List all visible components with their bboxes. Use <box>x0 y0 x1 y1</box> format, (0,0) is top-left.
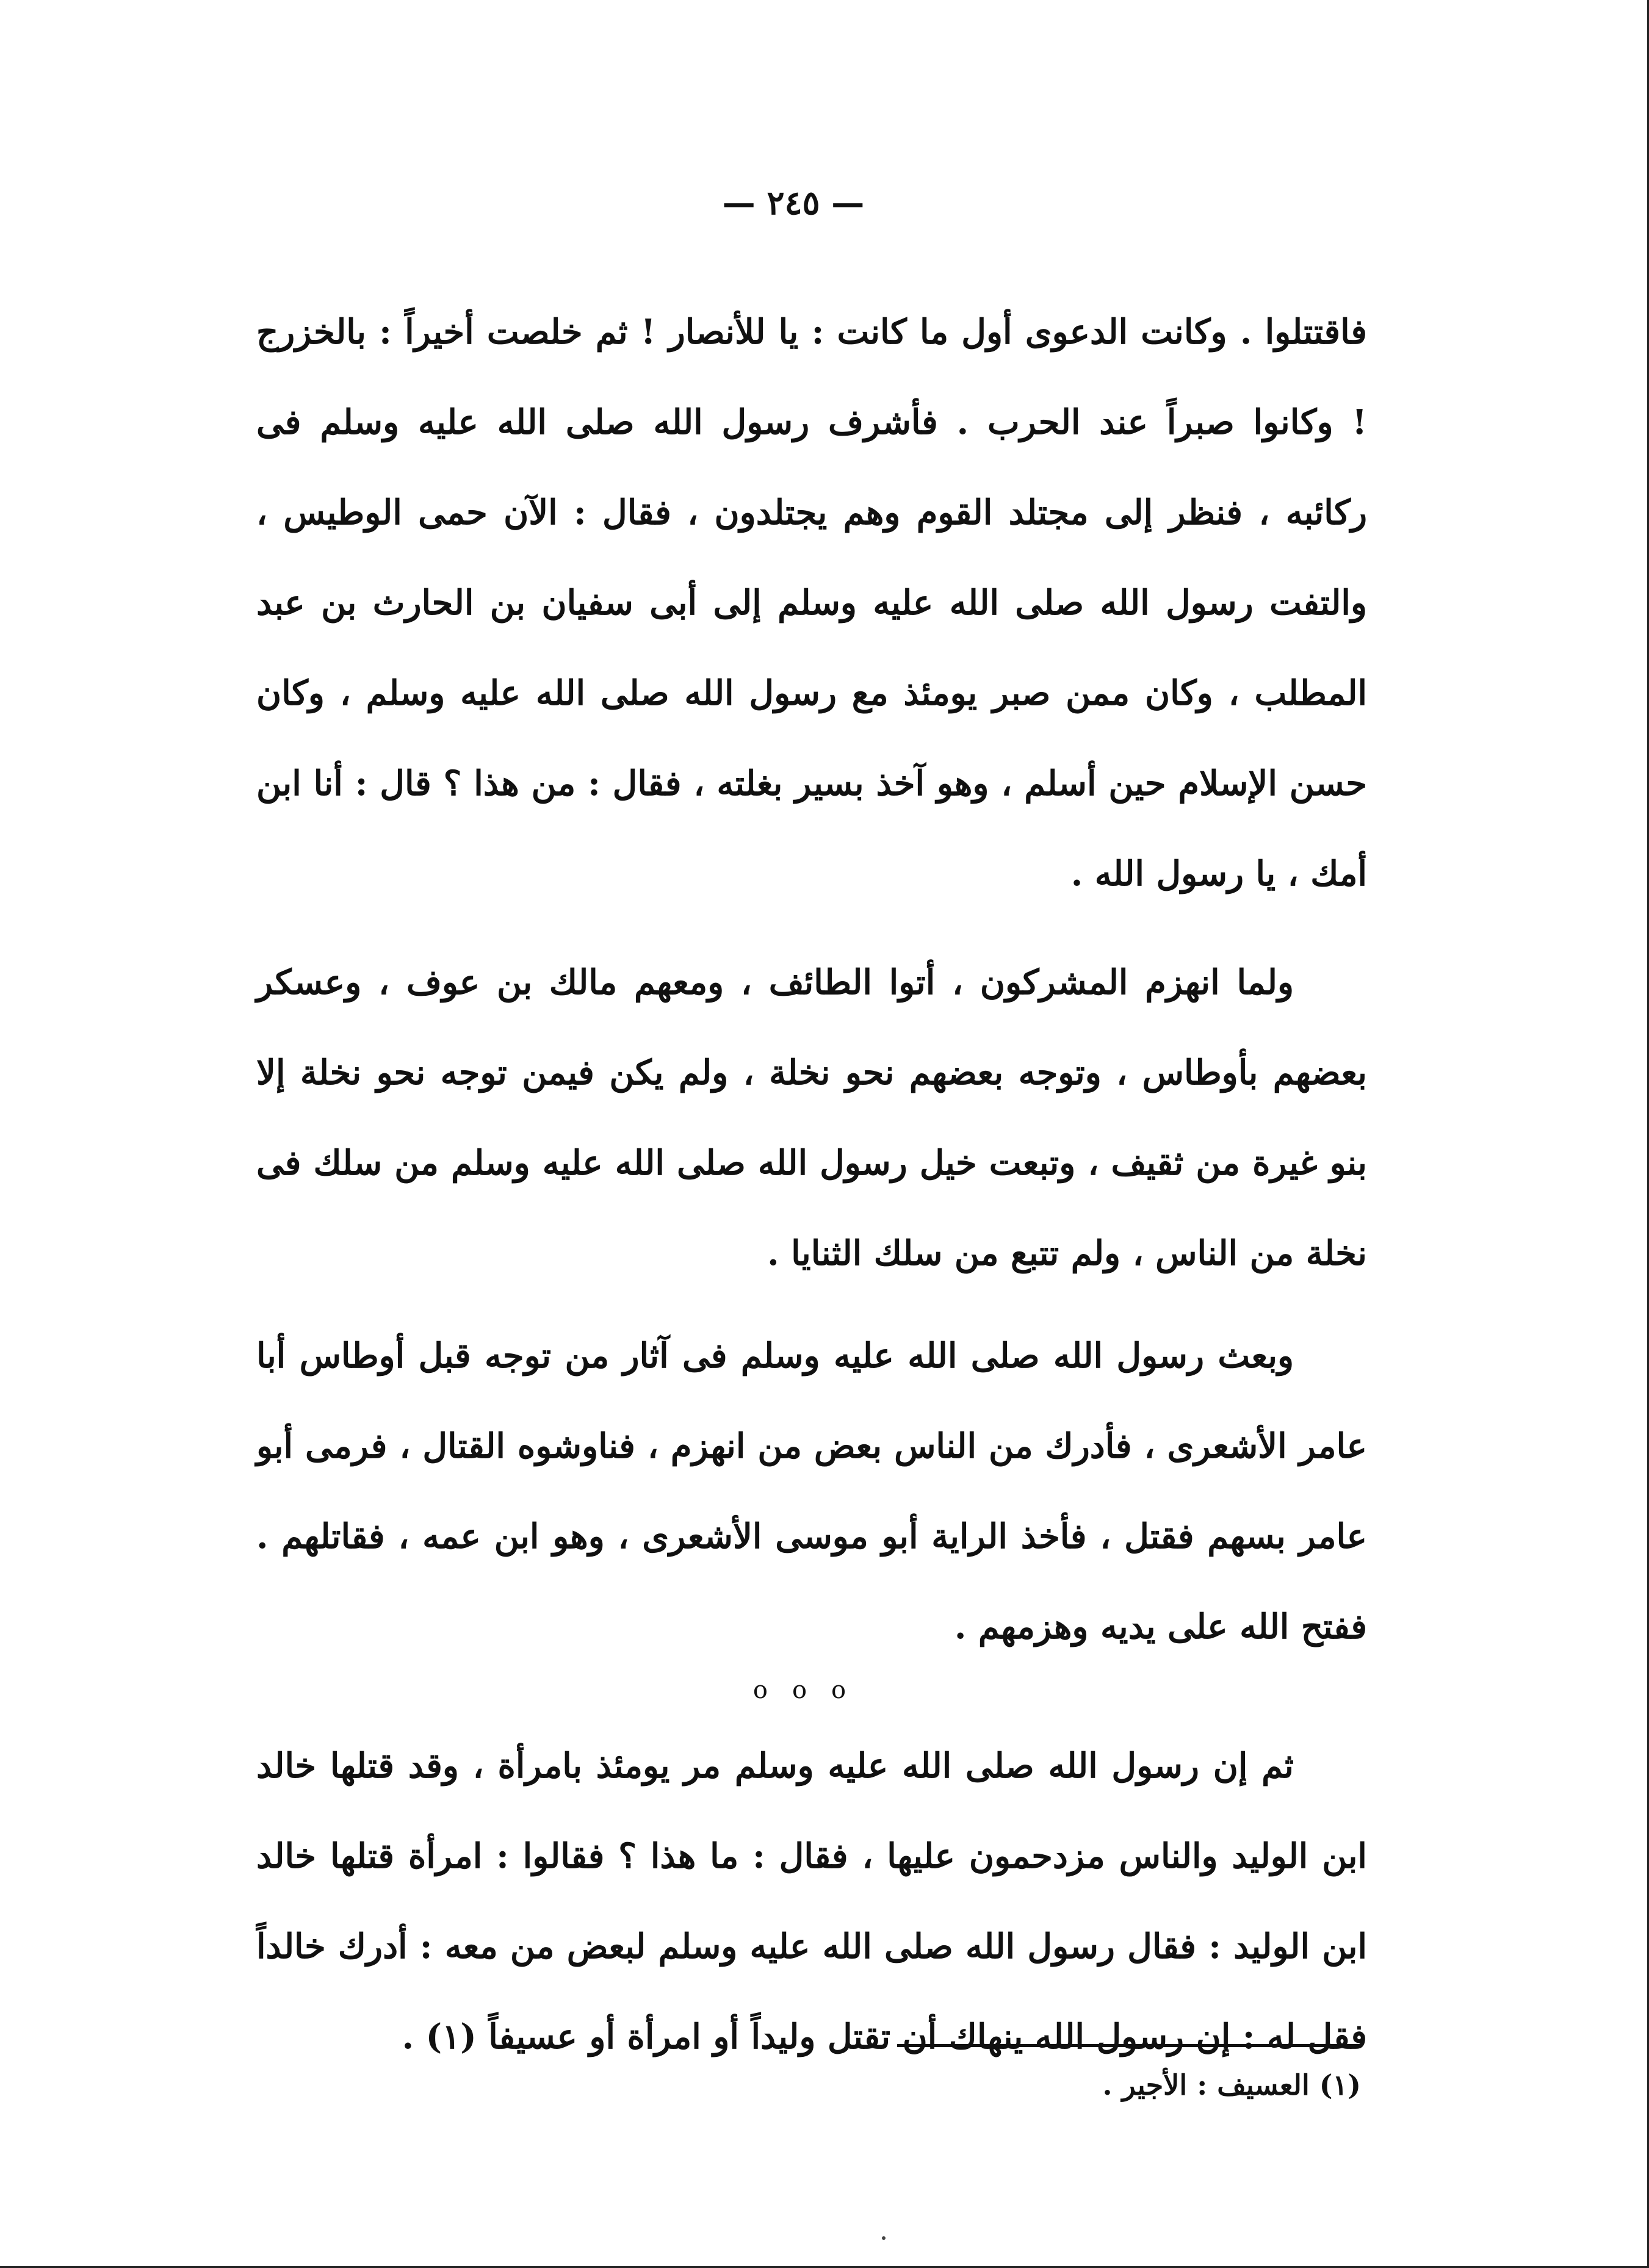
footnote: (١) العسيف : الأجير . <box>1102 2068 1361 2101</box>
paragraph-gap <box>256 919 1367 937</box>
scan-speck <box>882 2236 886 2240</box>
footnote-divider <box>897 2044 1361 2047</box>
paragraph-1: فاقتتلوا . وكانت الدعوى أول ما كانت : يا للأنصار ! ثم خلصت أخيراً : بالخزرج ! وكانوا صبراً عند الحرب . فأشرف رسول الله صلى الله عليه وسلم فى ركائبه ، فنظر إلى مجتلد القوم وهم يجتلدون ، فقال : الآن حمى الوطيس ، والتفت رسول الله صلى الله عليه وسلم إلى أبى سفيان بن الحارث بن عبد المطلب ، وكان ممن صبر يومئذ مع رسول الله صلى الله عليه وسلم ، وكان حسن الإسلام حين أسلم ، وهو آخذ بسير بغلته ، فقال : من هذا ؟ قال : أنا ابن أمك ، يا رسول الله . <box>256 312 1367 894</box>
paragraph-gap <box>256 1298 1367 1311</box>
section-separator: ooo <box>752 1676 871 1704</box>
paragraph-3: وبعث رسول الله صلى الله عليه وسلم فى آثار من توجه قبل أوطاس أبا عامر الأشعرى ، فأدرك من الناس بعض من انهزم ، فناوشوه القتال ، فرمى أبو عامر بسهم فقتل ، فأخذ الراية أبو موسى الأشعرى ، وهو ابن عمه ، فقاتلهم . ففتح الله على يديه وهزمهم . <box>256 1336 1368 1647</box>
main-text <box>256 287 1367 2082</box>
paragraph-2: ولما انهزم المشركون ، أتوا الطائف ، ومعهم مالك بن عوف ، وعسكر بعضهم بأوطاس ، وتوجه بعضهم نحو نخلة ، ولم يكن فيمن توجه نحو نخلة إلا بنو غيرة من ثقيف ، وتبعت خيل رسول الله صلى الله عليه وسلم من سلك فى نخلة من الناس ، ولم تتبع من سلك الثنايا . <box>256 962 1367 1273</box>
paragraph-4: ثم إن رسول الله صلى الله عليه وسلم مر يومئذ بامرأة ، وقد قتلها خالد ابن الوليد والناس مزدحمون عليها ، فقال : ما هذا ؟ فقالوا : امرأة قتلها خالد ابن الوليد : فقال رسول الله صلى الله عليه وسلم لبعض من معه : أدرك خالداً فقل له : إن رسول الله ينهاك أن تقتل وليداً أو امرأة أو عسيفاً (١) . <box>256 1746 1367 2057</box>
page-number: — ٢٤٥ — <box>722 183 865 222</box>
